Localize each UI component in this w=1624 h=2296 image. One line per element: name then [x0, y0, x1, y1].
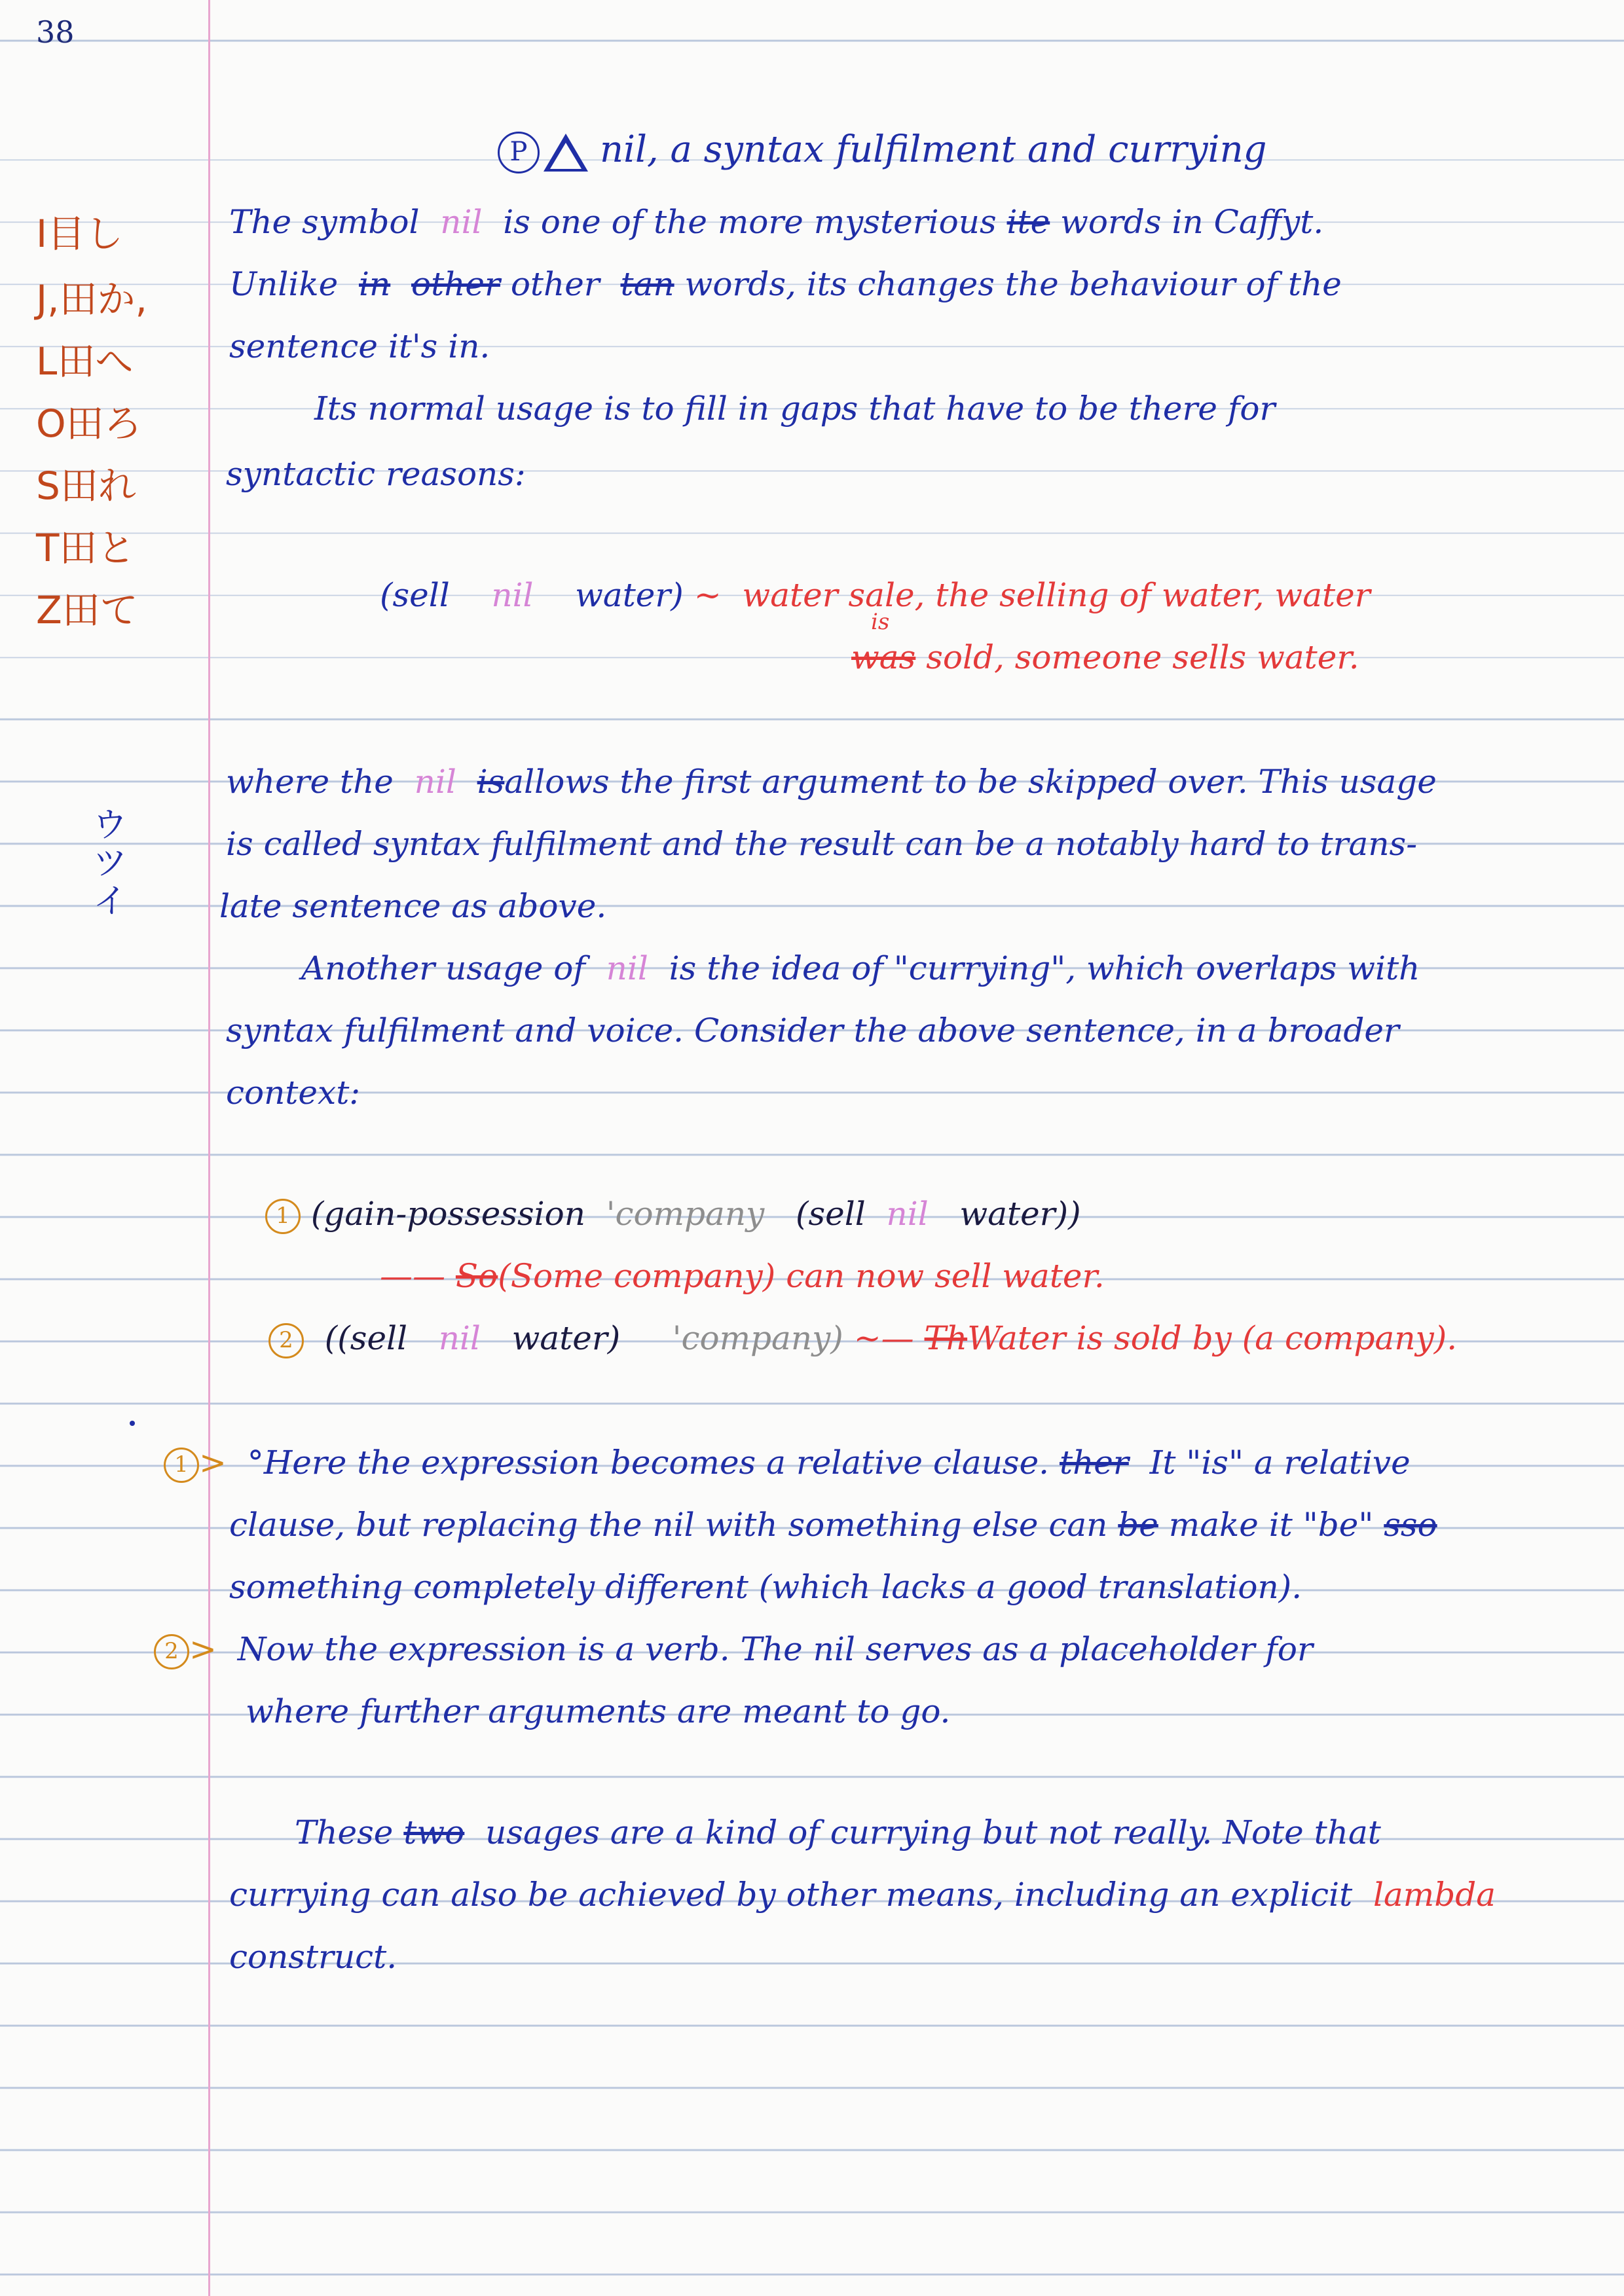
margin-dot: [130, 1421, 135, 1426]
note2-line2: where further arguments are meant to go.: [246, 1692, 951, 1730]
circled-number-2: 2: [268, 1323, 304, 1358]
nil-keyword: nil: [886, 1195, 929, 1233]
p4-line1: Another usage of nil is the idea of "currying", which overlaps with: [301, 949, 1420, 987]
squiggle-arrow-icon: ~: [693, 576, 722, 614]
nil-keyword: nil: [414, 763, 456, 801]
p1-line2: Unlike in other other tan words, its changes the behaviour of the: [229, 265, 1342, 303]
note1-line3: something completely different (which lacks a good translation).: [229, 1568, 1302, 1606]
p-circle-icon: P: [498, 132, 540, 173]
nil-keyword: nil: [491, 576, 534, 614]
triangle-icon: [544, 134, 588, 172]
p2-line1: Its normal usage is to fill in gaps that have to be there for: [314, 390, 1276, 428]
p3-line3: late sentence as above.: [219, 887, 607, 925]
note-marker-2: 2: [154, 1634, 189, 1669]
page-title: [498, 128, 1267, 173]
title-text: nil, a syntax fulfilment and currying: [600, 128, 1267, 171]
example1-line2: was sold, someone sells water.: [851, 638, 1359, 676]
nil-keyword: nil: [606, 949, 648, 987]
example3-line1: 2 ((sell nil water) 'company) ~— ThWater is sold by (a company).: [268, 1319, 1457, 1358]
note1-line1: 1 > °Here the expression becomes a relative clause. ther It "is" a relative: [164, 1444, 1411, 1483]
nil-keyword: nil: [438, 1319, 481, 1357]
p4-line2: syntax fulfilment and voice. Consider the above sentence, in a broader: [226, 1011, 1399, 1049]
p4-line3: context:: [226, 1074, 361, 1112]
example2-line1: 1 (gain-possession 'company (sell nil water)): [265, 1195, 1081, 1234]
p5-line2: currying can also be achieved by other means, including an explicit lambda: [229, 1876, 1496, 1914]
lambda-keyword: lambda: [1373, 1876, 1496, 1914]
p2-line2: syntactic reasons:: [226, 455, 526, 493]
note2-line1: 2 > Now the expression is a verb. The nil serves as a placeholder for: [154, 1630, 1313, 1669]
p3-line1: where the nil isallows the first argument to be skipped over. This usage: [226, 763, 1437, 801]
long-arrow-icon: ——: [380, 1257, 445, 1295]
p1-line3: sentence it's in.: [229, 327, 490, 365]
p5-line1: These two usages are a kind of currying but not really. Note that: [295, 1813, 1381, 1851]
note1-line2: clause, but replacing the nil with something else can be make it "be" sso: [229, 1506, 1437, 1544]
circled-number-1: 1: [265, 1199, 301, 1234]
margin-kanji-6: T田と: [36, 526, 136, 570]
margin-kanji-7: Z田て: [36, 588, 138, 632]
margin-katakana-vertical: ウツイ: [92, 806, 127, 921]
insertion-is: is: [871, 609, 890, 635]
margin-kanji-5: S田れ: [36, 464, 136, 508]
margin-kanji-4: O田ろ: [36, 401, 142, 446]
page-number: 38: [36, 14, 75, 50]
margin-line: [208, 0, 210, 2296]
example1-line1: (sell nil water) ~ water sale, the selling of water, water: [380, 576, 1371, 614]
nil-keyword: nil: [440, 203, 483, 241]
margin-kanji-3: L田へ: [36, 339, 134, 384]
note-marker-1: 1: [164, 1448, 199, 1483]
p1-line1: The symbol nil is one of the more mysterious ite words in Caffyt.: [229, 203, 1324, 241]
example2-line2: —— So(Some company) can now sell water.: [380, 1257, 1105, 1295]
p5-line3: construct.: [229, 1938, 397, 1976]
margin-kanji-1: I目し: [36, 211, 124, 256]
p3-line2: is called syntax fulfilment and the result can be a notably hard to trans-: [226, 825, 1418, 863]
squiggle-arrow-icon: ~—: [853, 1319, 914, 1357]
margin-kanji-2: J,田か,: [36, 277, 147, 321]
